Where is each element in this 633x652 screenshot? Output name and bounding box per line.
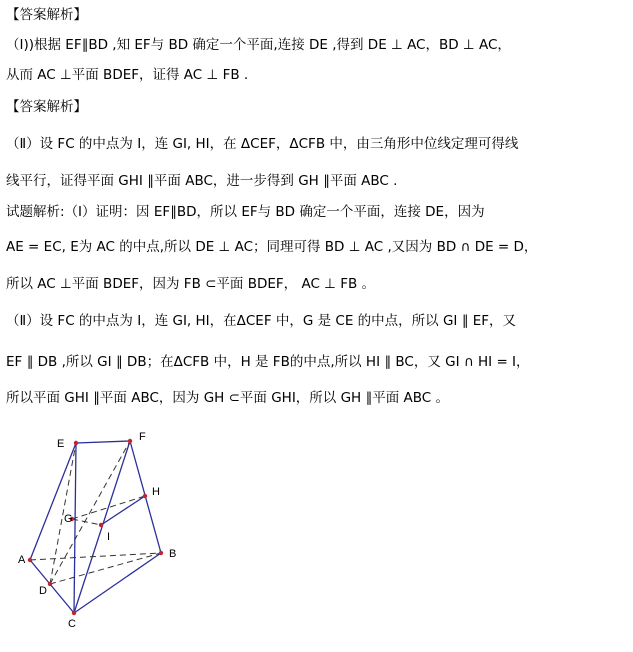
edge-DB: [50, 553, 161, 584]
label-C: C: [68, 618, 76, 630]
label-I: I: [107, 531, 111, 543]
label-H: H: [152, 486, 160, 498]
solution-part2-line-3: 所以平面 GHI ∥平面 ABC，因为 GH ⊂平面 GHI，所以 GH ∥平面 ABC 。: [6, 390, 450, 406]
label-A: A: [18, 554, 26, 566]
geometry-figure: [10, 424, 200, 634]
solution-part1-line-3: 所以 AC ⊥平面 BDEF，因为 FB ⊂平面 BDEF， AC ⊥ FB 。: [6, 276, 376, 292]
label-G: G: [64, 513, 73, 525]
point-I: [99, 523, 103, 527]
point-C: [72, 611, 76, 615]
point-D: [48, 582, 52, 586]
point-B: [159, 551, 163, 555]
label-E: E: [57, 438, 65, 450]
solid-edges: [30, 441, 161, 613]
label-B: B: [169, 548, 177, 560]
part1-hint-line-2: 从而 AC ⊥平面 BDEF，证得 AC ⊥ FB .: [6, 67, 249, 83]
point-A: [28, 558, 32, 562]
point-H: [143, 494, 147, 498]
segment-GI: [72, 519, 101, 525]
answer-header-1: 【答案解析】: [6, 7, 87, 23]
edge-EC: [74, 443, 76, 613]
edge-AC: [30, 560, 74, 613]
edge-EF: [76, 441, 130, 443]
part2-hint-line-1: （Ⅱ）设 FC 的中点为 I，连 GI, HI，在 ΔCEF，ΔCFB 中，由三角形中位线定理可得线: [6, 136, 519, 152]
label-F: F: [139, 431, 146, 443]
answer-header-2: 【答案解析】: [6, 99, 87, 115]
part2-hint-line-2: 线平行，证得平面 GHI ∥平面 ABC，进一步得到 GH ∥平面 ABC .: [6, 173, 398, 189]
vertex-dots: [28, 439, 163, 615]
label-D: D: [39, 585, 47, 597]
edge-EA: [30, 443, 76, 560]
point-F: [128, 439, 132, 443]
solution-part1-line-1: 试题解析:（Ⅰ）证明：因 EF∥BD，所以 EF与 BD 确定一个平面，连接 DE，因为: [6, 204, 485, 220]
solution-part1-line-2: AE = EC, E为 AC 的中点,所以 DE ⊥ AC；同理可得 BD ⊥ AC ,又因为 BD ∩ DE = D，: [6, 239, 538, 255]
solution-part2-line-2: EF ∥ DB ,所以 GI ∥ DB；在ΔCFB 中，H 是 FB的中点,所以 HI ∥ BC，又 GI ∩ HI = I，: [6, 354, 530, 370]
solution-part2-line-1: （Ⅱ）设 FC 的中点为 I，连 GI, HI，在ΔCEF 中，G 是 CE 的中点，所以 GI ∥ EF，又: [6, 313, 517, 329]
point-E: [74, 441, 78, 445]
dashed-edges: [30, 441, 161, 584]
part1-hint-line-1: （Ⅰ))根据 EF∥BD ,知 EF与 BD 确定一个平面,连接 DE ,得到 DE ⊥ AC，BD ⊥ AC，: [6, 37, 511, 53]
edge-CB: [74, 553, 161, 613]
